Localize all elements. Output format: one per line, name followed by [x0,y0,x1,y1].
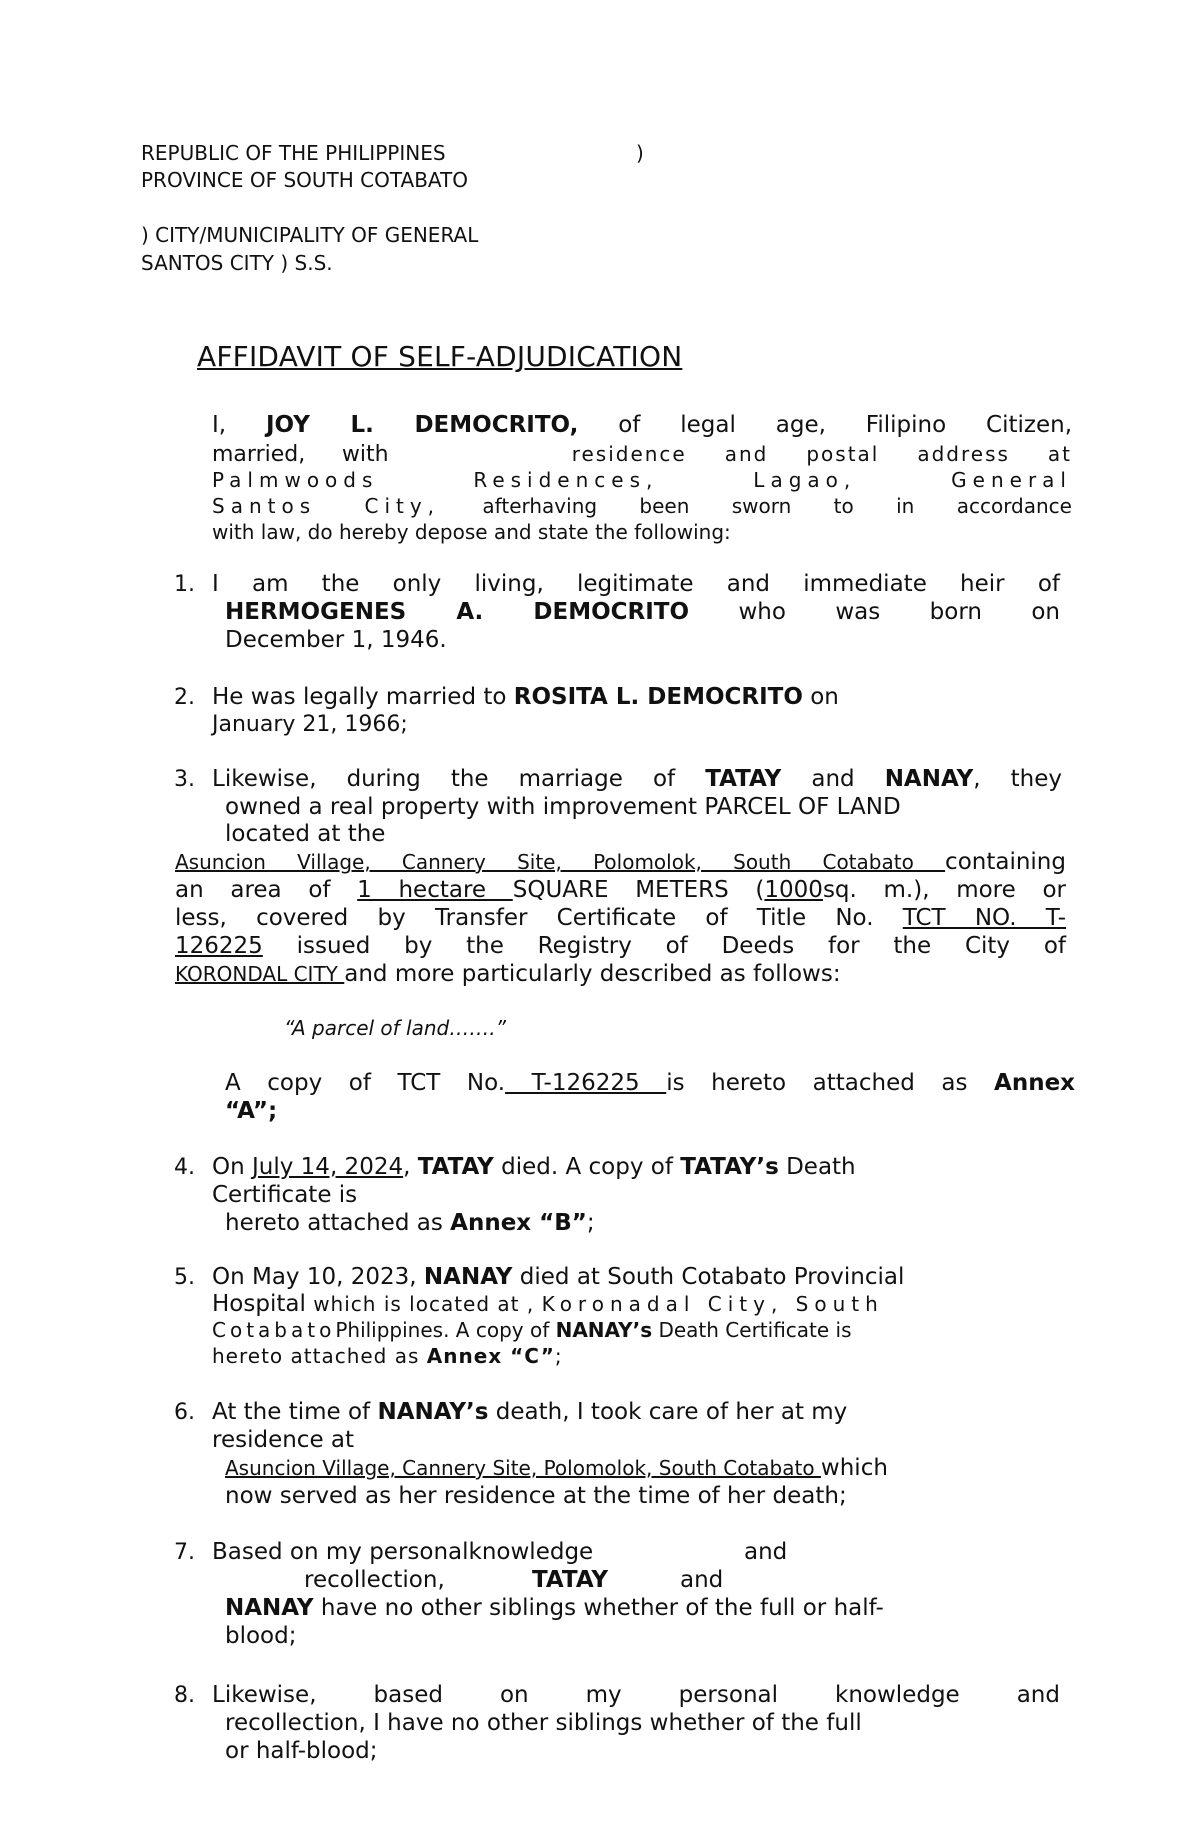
document-title: AFFIDAVIT OF SELF-ADJUDICATION [197,340,683,373]
item-4-line-2: Certificate is [212,1182,358,1208]
item-6-number: 6. [174,1400,195,1425]
item-3-quote: “A parcel of land…….” [284,1016,506,1040]
item-1-line-2: HERMOGENES A. DEMOCRITO who was born on [225,599,1061,625]
header-city: ) CITY/MUNICIPALITY OF GENERAL [141,223,479,247]
item-5-line-2: Hospital which is located at , Koronadal City, South [212,1291,884,1317]
item-5-line-1: On May 10, 2023, NANAY died at South Cotabato Provincial [212,1264,905,1290]
header-province: PROVINCE OF SOUTH COTABATO [141,168,469,192]
item-7-number: 7. [174,1540,195,1565]
intro-line-2: married, with residence and postal address at [212,442,1073,467]
item-6-line-3: Asuncion Village, Cannery Site, Polomolok, South Cotabato which [225,1455,888,1481]
intro-line-3: Palmwoods Residences, Lagao, General [212,468,1072,492]
intro-line-4: Santos City, afterhaving been sworn to in accordance [212,494,1072,518]
item-8-line-1: Likewise, based on my personal knowledge and [212,1682,1060,1708]
intro-line-5: with law, do hereby depose and state the following: [212,520,731,544]
item-7-line-2a: recollection, [304,1567,445,1593]
item-2-line-1: He was legally married to ROSITA L. DEMOCRITO on [212,684,839,710]
header-santos: SANTOS CITY ) S.S. [141,251,333,275]
item-3-number: 3. [174,767,195,792]
item-6-line-4: now served as her residence at the time of her death; [225,1483,847,1509]
item-8-number: 8. [174,1683,195,1708]
item-3-copy-line-1: A copy of TCT No. T-126225 is hereto attached as Annex [225,1070,1075,1096]
item-8-line-2: recollection, I have no other siblings whether of the full [225,1710,862,1736]
item-3-line-7: 126225 issued by the Registry of Deeds for the City of [175,933,1066,959]
item-3-line-2: owned a real property with improvement PARCEL OF LAND [225,794,901,820]
item-7-line-2-tatay: TATAY [532,1567,609,1593]
item-7-line-4: blood; [225,1623,297,1649]
item-4-line-3: hereto attached as Annex “B”; [225,1210,595,1236]
item-5-line-3: CotabatoPhilippines. A copy of NANAY’s Death Certificate is [212,1318,852,1342]
item-1-line-1: I am the only living, legitimate and immediate heir of [212,571,1060,597]
item-5-line-4: hereto attached as Annex “C”; [212,1344,563,1368]
item-3-copy-line-2: “A”; [225,1098,278,1124]
item-4-line-1: On July 14, 2024, TATAY died. A copy of TATAY’s Death [212,1154,856,1180]
item-7-line-1b: and [744,1539,788,1565]
item-3-line-1: Likewise, during the marriage of TATAY and NANAY, they [212,766,1062,792]
item-7-line-3: NANAY have no other siblings whether of the full or half- [225,1595,884,1621]
item-2-line-2: January 21, 1966; [212,712,408,737]
item-6-line-1: At the time of NANAY’s death, I took care of her at my [212,1399,848,1425]
item-3-line-3: located at the [225,821,386,847]
header-republic: REPUBLIC OF THE PHILIPPINES [141,141,446,165]
item-3-line-4: Asuncion Village, Cannery Site, Polomolok, South Cotabato containing [175,849,1066,875]
item-7-line-1a: Based on my personalknowledge [212,1539,594,1565]
item-1-line-3: December 1, 1946. [225,627,447,653]
item-3-line-6: less, covered by Transfer Certificate of Title No. TCT NO. T- [175,905,1067,931]
item-6-line-2: residence at [212,1427,355,1453]
item-8-line-3: or half-blood; [225,1738,378,1764]
intro-line-1: I, JOY L. DEMOCRITO, of legal age, Filipino Citizen, [212,412,1073,438]
item-3-line-8: KORONDAL CITY and more particularly described as follows: [175,961,841,987]
item-2-number: 2. [174,685,195,710]
item-1-number: 1. [174,572,195,597]
item-3-line-5: an area of 1 hectare SQUARE METERS (1000sq. m.), more or [175,877,1066,903]
item-4-number: 4. [174,1155,195,1180]
item-5-number: 5. [174,1265,195,1290]
item-7-line-2b: and [680,1567,724,1593]
header-paren: ) [636,141,644,165]
